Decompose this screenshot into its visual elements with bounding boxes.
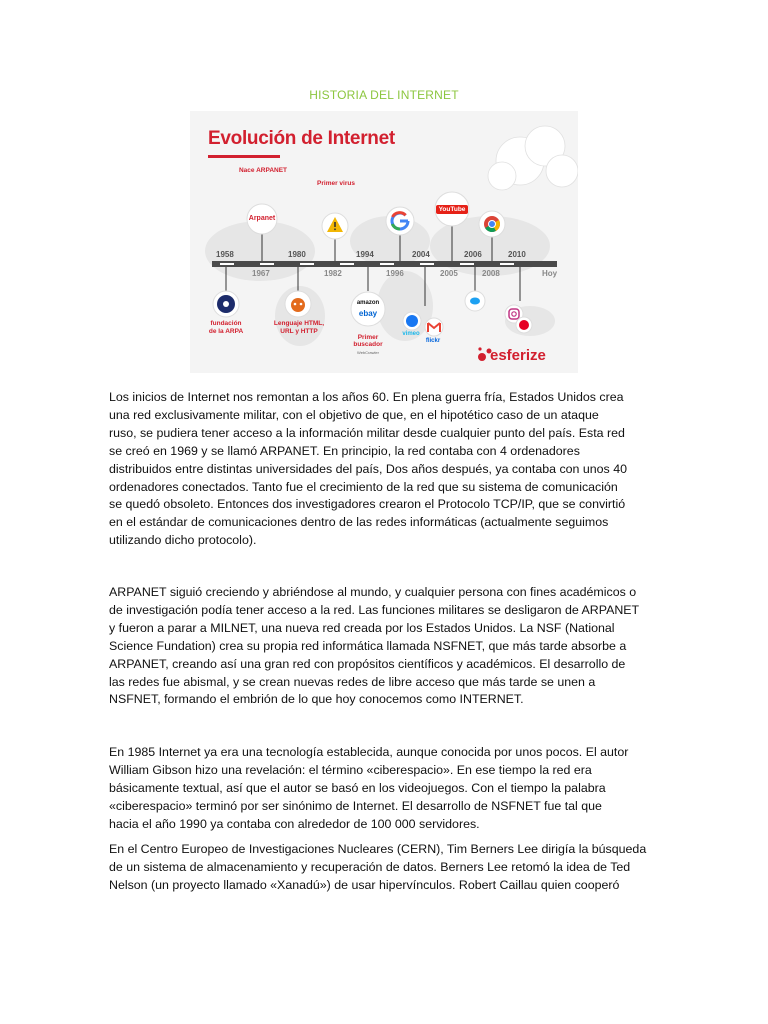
paragraph-line: ruso, se pudiera tener acceso a la información militar desde cualquier punto del país. Esta red: [109, 425, 625, 440]
document-title: HISTORIA DEL INTERNET: [309, 88, 459, 102]
twitter-icon: [465, 291, 485, 311]
esferize-logo: esferize: [490, 347, 546, 364]
paragraph-line: distribuidos entre distintas universidades del país, Dos años después, ya contaba con unos 40: [109, 461, 627, 476]
paragraph-line: hacia el año 1990 ya contaba con alrededor de 100 000 servidores.: [109, 816, 480, 831]
year-1982: 1982: [324, 269, 342, 278]
label-search-1: Primer: [357, 334, 379, 341]
paragraph-line: de investigación podía tener acceso a la red. Las funciones militares se desligaron de ARPANET: [109, 602, 640, 617]
paragraph-line: En 1985 Internet ya era una tecnología establecida, aunque conocida por unos pocos. El autor: [109, 745, 629, 759]
paragraph-1: [109, 389, 669, 550]
arpa-seal-icon: [213, 291, 239, 317]
paragraph-4: [109, 841, 669, 895]
youtube-logo: YouTube: [436, 205, 468, 214]
ebay-logo: ebay: [358, 309, 378, 318]
year-2010: 2010: [508, 250, 526, 259]
paragraph-line: ARPANET, creando así una gran red con propósitos científicos y académicos. El desarrollo de: [109, 656, 626, 671]
warning-icon: [322, 213, 348, 239]
paragraph-line: William Gibson hizo una revelación: el término «ciberespacio». En ese tiempo la red era: [109, 762, 592, 777]
paragraph-line: NSFNET, formando el embrión de lo que hoy conocemos como INTERNET.: [109, 692, 524, 707]
label-language-2: URL y HTTP: [280, 328, 318, 335]
cloud-shape: [488, 126, 578, 190]
paragraph-line: en el estándar de comunicaciones dentro de las redes informáticas (actualmente seguimos: [109, 515, 609, 530]
label-language-1: Lenguaje HTML,: [273, 320, 325, 327]
pinterest-icon: [516, 317, 532, 333]
year-2008: 2008: [482, 269, 500, 278]
label-arpa-foundation-1: fundación: [210, 320, 242, 327]
year-2004: 2004: [412, 250, 430, 259]
paragraph-line: «ciberespacio» terminó por ser sinónimo de Internet. El desarrollo de NSFNET fue tal que: [109, 798, 602, 813]
label-arpanet-born: Nace ARPANET: [238, 167, 288, 174]
paragraph-3: [109, 744, 669, 834]
year-1994: 1994: [356, 250, 374, 259]
paragraph-line: ordenadores conectados. Tanto fue el crecimiento de la red que su sistema de comunicación: [109, 479, 618, 494]
label-search-3: WebCrawler: [357, 350, 379, 355]
world-map-background: [205, 216, 558, 346]
google-icon: [386, 207, 414, 235]
paragraph-line: se creó en 1969 y se llamó ARPANET. En principio, la red contaba con 4 ordenadores: [109, 443, 580, 458]
amazon-logo: amazon: [356, 300, 380, 306]
paragraph-line: ARPANET siguió creciendo y abriéndose al mundo, y cualquier persona con fines académicos o: [109, 585, 637, 599]
year-hoy: Hoy: [542, 269, 558, 278]
evolution-infographic: [190, 111, 578, 373]
paragraph-line: Science Fundation) crea su propia red informática llamada NSFNET, que más tarde absorbe a: [109, 638, 627, 653]
facebook-icon: [403, 312, 421, 330]
infographic-title: Evolución de Internet: [208, 128, 395, 149]
year-1967: 1967: [252, 269, 270, 278]
year-2005: 2005: [440, 269, 458, 278]
chrome-icon: [479, 211, 505, 237]
paragraph-2: [109, 584, 669, 709]
paragraph-line: se quedó obsoleto. Entonces dos investigadores crearon el Protocolo TCP/IP, que se convirtió: [109, 497, 626, 512]
paragraph-line: de un sistema de almacenamiento y recuperación de datos. Berners Lee retomó la idea de Ted: [109, 859, 631, 874]
vimeo-logo: vimeo: [402, 331, 420, 337]
paragraph-line: utilizando dicho protocolo).: [109, 533, 257, 548]
flickr-logo: flickr: [425, 338, 441, 344]
year-1980: 1980: [288, 250, 306, 259]
paragraph-line: básicamente textual, así que el autor se basó en los videojuegos. Con el tiempo la palabra: [109, 780, 606, 795]
label-first-virus: Primer virus: [317, 180, 355, 187]
paragraph-line: En el Centro Europeo de Investigaciones Nucleares (CERN), Tim Berners Lee dirigía la búsqueda: [109, 842, 647, 856]
arpanet-logo: Arpanet: [248, 215, 276, 222]
paragraph-line: Nelson (un proyecto llamado «Xanadú») de usar hipervínculos. Robert Caillau quien cooperó: [109, 877, 620, 892]
paragraph-line: Los inicios de Internet nos remontan a los años 60. En plena guerra fría, Estados Unidos crea: [109, 390, 624, 404]
paragraph-line: una red exclusivamente militar, con el objetivo de que, en el hipotético caso de un ataque: [109, 407, 599, 422]
gmail-icon: [425, 318, 443, 336]
label-arpa-foundation-2: de la ARPA: [208, 328, 244, 335]
title-underline: [208, 155, 280, 158]
paragraph-line: las redes fue abismal, y se crean nuevas redes de libre acceso que más tarde se unen a: [109, 674, 596, 689]
year-1958: 1958: [216, 250, 234, 259]
year-1996: 1996: [386, 269, 404, 278]
year-2006: 2006: [464, 250, 482, 259]
paragraph-line: y fueron a parar a MILNET, una nueva red creada por los Estados Unidos. La NSF (National: [109, 620, 615, 635]
html-mascot-icon: [285, 291, 311, 317]
label-search-2: buscador: [353, 341, 383, 348]
